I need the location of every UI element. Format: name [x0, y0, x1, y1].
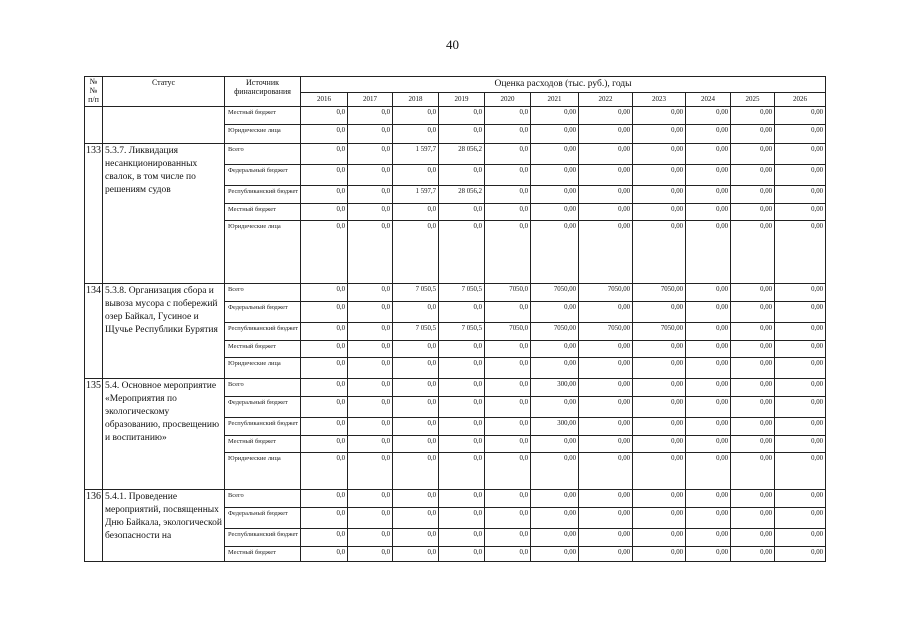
header-year: 2018	[393, 93, 439, 107]
funding-source: Федеральный бюджет	[225, 302, 301, 323]
value-cell: 0,00	[686, 221, 731, 284]
value-cell: 0,0	[301, 144, 348, 165]
value-cell: 0,00	[775, 302, 826, 323]
value-cell: 0,00	[531, 341, 579, 358]
value-cell: 0,00	[731, 165, 775, 186]
funding-source: Республиканский бюджет	[225, 529, 301, 547]
value-cell: 0,00	[686, 358, 731, 379]
value-cell: 0,0	[393, 453, 439, 490]
value-cell: 0,0	[439, 302, 485, 323]
value-cell: 0,00	[531, 107, 579, 125]
value-cell: 0,00	[731, 358, 775, 379]
value-cell: 0,00	[579, 165, 633, 186]
value-cell: 0,0	[485, 453, 531, 490]
value-cell: 0,0	[485, 204, 531, 221]
value-cell: 0,0	[348, 418, 393, 436]
funding-source: Местный бюджет	[225, 436, 301, 453]
value-cell: 0,0	[439, 358, 485, 379]
value-cell: 0,00	[579, 221, 633, 284]
value-cell: 0,0	[301, 529, 348, 547]
value-cell: 0,00	[579, 453, 633, 490]
value-cell: 0,00	[633, 436, 686, 453]
value-cell: 0,0	[348, 323, 393, 341]
funding-source: Местный бюджет	[225, 547, 301, 562]
value-cell: 0,0	[301, 186, 348, 204]
value-cell: 0,0	[301, 221, 348, 284]
value-cell: 0,0	[301, 436, 348, 453]
value-cell: 0,00	[531, 221, 579, 284]
header-year: 2022	[579, 93, 633, 107]
value-cell: 0,0	[485, 436, 531, 453]
header-year: 2017	[348, 93, 393, 107]
value-cell: 0,0	[348, 529, 393, 547]
value-cell: 0,00	[686, 529, 731, 547]
value-cell: 0,00	[775, 379, 826, 397]
value-cell: 7050,0	[485, 323, 531, 341]
page-number: 40	[446, 37, 459, 52]
value-cell: 0,0	[439, 547, 485, 562]
value-cell: 0,0	[439, 204, 485, 221]
value-cell: 0,00	[633, 221, 686, 284]
value-cell: 0,0	[348, 204, 393, 221]
value-cell: 0,0	[393, 397, 439, 418]
value-cell: 0,00	[633, 107, 686, 125]
value-cell: 0,0	[485, 186, 531, 204]
value-cell: 0,00	[686, 418, 731, 436]
value-cell: 0,00	[731, 453, 775, 490]
value-cell: 0,0	[485, 125, 531, 144]
header-year: 2019	[439, 93, 485, 107]
row-number: 135	[85, 379, 103, 490]
table-row	[85, 284, 826, 302]
header-source: Источник финансирования	[225, 77, 301, 107]
value-cell: 0,00	[686, 453, 731, 490]
value-cell: 0,00	[731, 107, 775, 125]
value-cell: 0,0	[348, 144, 393, 165]
value-cell: 0,0	[439, 341, 485, 358]
value-cell: 7 050,5	[439, 284, 485, 302]
value-cell: 0,0	[439, 165, 485, 186]
row-status: 5.4. Основное мероприятие «Мероприятия по экологическому образованию, просвещению и воспитанию»	[103, 379, 225, 490]
value-cell: 0,00	[775, 547, 826, 562]
expenditure-table	[84, 76, 826, 562]
funding-source: Республиканский бюджет	[225, 418, 301, 436]
value-cell: 0,00	[531, 125, 579, 144]
value-cell: 0,0	[301, 125, 348, 144]
funding-source: Федеральный бюджет	[225, 508, 301, 529]
value-cell: 0,0	[348, 302, 393, 323]
value-cell: 0,0	[485, 490, 531, 508]
value-cell: 0,0	[393, 165, 439, 186]
value-cell: 0,00	[731, 284, 775, 302]
value-cell: 0,00	[731, 302, 775, 323]
value-cell: 0,00	[686, 302, 731, 323]
row-status: 5.3.7. Ликвидация несанкционированных свалок, в том числе по решениям судов	[103, 144, 225, 284]
value-cell: 0,00	[731, 529, 775, 547]
value-cell: 7050,00	[531, 323, 579, 341]
value-cell: 0,00	[579, 418, 633, 436]
value-cell: 0,0	[485, 418, 531, 436]
funding-source: Юридические лица	[225, 453, 301, 490]
value-cell: 0,0	[348, 508, 393, 529]
value-cell: 0,00	[633, 397, 686, 418]
value-cell: 0,00	[686, 490, 731, 508]
table-row	[85, 144, 826, 165]
value-cell: 300,00	[531, 379, 579, 397]
value-cell: 0,0	[485, 358, 531, 379]
value-cell: 0,0	[485, 547, 531, 562]
value-cell: 0,00	[531, 453, 579, 490]
value-cell: 0,0	[348, 379, 393, 397]
value-cell: 0,00	[633, 125, 686, 144]
value-cell: 0,00	[579, 358, 633, 379]
value-cell: 0,0	[348, 186, 393, 204]
value-cell: 0,00	[731, 436, 775, 453]
value-cell: 0,0	[348, 436, 393, 453]
value-cell: 0,0	[393, 302, 439, 323]
value-cell: 0,00	[531, 529, 579, 547]
value-cell: 0,0	[393, 221, 439, 284]
value-cell: 7050,00	[633, 284, 686, 302]
value-cell: 0,00	[731, 379, 775, 397]
value-cell: 0,00	[731, 186, 775, 204]
value-cell: 0,00	[731, 341, 775, 358]
value-cell: 0,0	[485, 341, 531, 358]
value-cell: 0,00	[775, 453, 826, 490]
funding-source: Всего	[225, 379, 301, 397]
value-cell: 0,00	[686, 547, 731, 562]
value-cell: 0,00	[531, 302, 579, 323]
value-cell: 0,0	[301, 341, 348, 358]
value-cell: 0,0	[393, 107, 439, 125]
value-cell: 28 056,2	[439, 186, 485, 204]
value-cell: 0,00	[531, 490, 579, 508]
value-cell: 0,00	[633, 529, 686, 547]
value-cell: 0,00	[775, 490, 826, 508]
value-cell: 0,00	[579, 341, 633, 358]
value-cell: 0,00	[633, 165, 686, 186]
header-year: 2023	[633, 93, 686, 107]
value-cell: 28 056,2	[439, 144, 485, 165]
value-cell: 0,0	[393, 358, 439, 379]
value-cell: 7050,00	[531, 284, 579, 302]
value-cell: 0,00	[579, 144, 633, 165]
value-cell: 0,00	[731, 547, 775, 562]
value-cell: 0,00	[579, 186, 633, 204]
value-cell: 0,00	[579, 125, 633, 144]
value-cell: 0,0	[348, 107, 393, 125]
value-cell: 0,00	[633, 186, 686, 204]
row-number: 136	[85, 490, 103, 562]
value-cell: 0,00	[579, 204, 633, 221]
value-cell: 0,0	[439, 221, 485, 284]
funding-source: Местный бюджет	[225, 204, 301, 221]
value-cell: 0,0	[348, 453, 393, 490]
value-cell: 0,00	[686, 341, 731, 358]
funding-source: Местный бюджет	[225, 107, 301, 125]
value-cell: 0,0	[485, 107, 531, 125]
value-cell: 0,0	[439, 508, 485, 529]
value-cell: 0,00	[579, 379, 633, 397]
value-cell: 0,00	[731, 397, 775, 418]
funding-source: Юридические лица	[225, 125, 301, 144]
value-cell: 0,00	[731, 508, 775, 529]
value-cell: 0,0	[301, 107, 348, 125]
value-cell: 1 597,7	[393, 144, 439, 165]
value-cell: 0,00	[775, 508, 826, 529]
value-cell: 0,00	[731, 323, 775, 341]
value-cell: 0,00	[731, 490, 775, 508]
value-cell: 0,0	[301, 284, 348, 302]
value-cell: 0,00	[775, 284, 826, 302]
value-cell: 0,00	[531, 547, 579, 562]
funding-source: Всего	[225, 490, 301, 508]
header-year: 2025	[731, 93, 775, 107]
header-year: 2020	[485, 93, 531, 107]
value-cell: 0,0	[301, 508, 348, 529]
value-cell: 0,0	[439, 397, 485, 418]
value-cell: 0,00	[531, 397, 579, 418]
value-cell: 0,0	[348, 125, 393, 144]
value-cell: 0,00	[775, 323, 826, 341]
value-cell: 300,00	[531, 418, 579, 436]
value-cell: 0,0	[301, 323, 348, 341]
value-cell: 0,0	[439, 453, 485, 490]
funding-source: Юридические лица	[225, 221, 301, 284]
value-cell: 0,0	[348, 547, 393, 562]
header-no: № № п/п	[85, 77, 103, 107]
value-cell: 0,00	[686, 436, 731, 453]
value-cell: 7 050,5	[393, 284, 439, 302]
value-cell: 0,0	[485, 221, 531, 284]
value-cell: 0,0	[348, 165, 393, 186]
value-cell: 0,0	[393, 204, 439, 221]
value-cell: 0,0	[439, 436, 485, 453]
value-cell: 0,00	[579, 397, 633, 418]
value-cell: 0,0	[348, 397, 393, 418]
value-cell: 0,00	[686, 397, 731, 418]
value-cell: 0,00	[775, 397, 826, 418]
value-cell: 0,0	[393, 379, 439, 397]
value-cell: 0,00	[579, 547, 633, 562]
value-cell: 0,0	[485, 144, 531, 165]
value-cell: 0,0	[439, 418, 485, 436]
value-cell: 0,0	[439, 379, 485, 397]
value-cell: 7050,00	[579, 323, 633, 341]
value-cell: 0,0	[301, 490, 348, 508]
value-cell: 0,00	[579, 529, 633, 547]
value-cell: 0,00	[775, 107, 826, 125]
value-cell: 0,00	[633, 341, 686, 358]
value-cell: 0,00	[633, 508, 686, 529]
value-cell: 0,00	[531, 204, 579, 221]
value-cell: 0,00	[686, 204, 731, 221]
table-row	[85, 107, 826, 125]
value-cell: 0,00	[686, 165, 731, 186]
funding-source: Местный бюджет	[225, 341, 301, 358]
value-cell: 0,00	[579, 107, 633, 125]
value-cell: 0,00	[775, 418, 826, 436]
value-cell: 0,0	[301, 397, 348, 418]
value-cell: 0,00	[775, 436, 826, 453]
value-cell: 0,0	[301, 204, 348, 221]
value-cell: 1 597,7	[393, 186, 439, 204]
value-cell: 0,00	[633, 302, 686, 323]
value-cell: 0,0	[393, 529, 439, 547]
value-cell: 0,0	[393, 436, 439, 453]
value-cell: 0,00	[775, 529, 826, 547]
value-cell: 0,0	[393, 341, 439, 358]
value-cell: 0,00	[633, 358, 686, 379]
value-cell: 0,00	[686, 125, 731, 144]
value-cell: 0,00	[731, 418, 775, 436]
value-cell: 0,0	[439, 529, 485, 547]
header-status: Статус	[103, 77, 225, 107]
value-cell: 0,00	[686, 379, 731, 397]
value-cell: 0,00	[775, 165, 826, 186]
funding-source: Всего	[225, 284, 301, 302]
value-cell: 0,0	[348, 221, 393, 284]
value-cell: 0,0	[393, 508, 439, 529]
value-cell: 0,00	[633, 547, 686, 562]
value-cell: 0,00	[731, 221, 775, 284]
row-number: 133	[85, 144, 103, 284]
value-cell: 0,0	[301, 418, 348, 436]
value-cell: 0,00	[579, 302, 633, 323]
value-cell: 0,0	[439, 125, 485, 144]
value-cell: 0,00	[775, 358, 826, 379]
value-cell: 0,00	[633, 453, 686, 490]
value-cell: 0,0	[301, 358, 348, 379]
value-cell: 0,00	[731, 125, 775, 144]
value-cell: 0,0	[485, 302, 531, 323]
value-cell: 0,00	[633, 379, 686, 397]
value-cell: 0,00	[775, 186, 826, 204]
value-cell: 0,00	[633, 144, 686, 165]
value-cell: 0,0	[393, 125, 439, 144]
value-cell: 0,00	[686, 107, 731, 125]
value-cell: 7050,00	[579, 284, 633, 302]
value-cell: 0,0	[348, 490, 393, 508]
value-cell: 0,00	[686, 508, 731, 529]
value-cell: 0,00	[579, 508, 633, 529]
value-cell: 0,0	[485, 397, 531, 418]
funding-source: Республиканский бюджет	[225, 323, 301, 341]
value-cell: 0,0	[348, 358, 393, 379]
value-cell: 7 050,5	[439, 323, 485, 341]
value-cell: 0,0	[485, 529, 531, 547]
row-number: 134	[85, 284, 103, 379]
value-cell: 0,00	[633, 490, 686, 508]
value-cell: 0,00	[731, 144, 775, 165]
value-cell: 0,00	[686, 186, 731, 204]
value-cell: 0,00	[531, 358, 579, 379]
value-cell: 0,0	[439, 490, 485, 508]
value-cell: 0,0	[301, 379, 348, 397]
header-estimate: Оценка расходов (тыс. руб.), годы	[301, 77, 826, 93]
table-row	[85, 379, 826, 397]
header-year: 2021	[531, 93, 579, 107]
value-cell: 0,00	[775, 144, 826, 165]
header-year: 2026	[775, 93, 826, 107]
value-cell: 0,00	[531, 144, 579, 165]
row-status	[103, 107, 225, 144]
value-cell: 7050,0	[485, 284, 531, 302]
value-cell: 0,0	[301, 302, 348, 323]
value-cell: 0,0	[348, 341, 393, 358]
value-cell: 0,00	[633, 418, 686, 436]
row-status: 5.3.8. Организация сбора и вывоза мусора с побережий озер Байкал, Гусиное и Щучье Республики Бурятия	[103, 284, 225, 379]
table-row	[85, 490, 826, 508]
row-number	[85, 107, 103, 144]
funding-source: Федеральный бюджет	[225, 397, 301, 418]
value-cell: 0,0	[301, 453, 348, 490]
value-cell: 0,0	[301, 547, 348, 562]
value-cell: 0,00	[686, 284, 731, 302]
row-status: 5.4.1. Проведение мероприятий, посвященных Дню Байкала, экологической безопасности на	[103, 490, 225, 562]
value-cell: 0,00	[633, 204, 686, 221]
header-year: 2016	[301, 93, 348, 107]
value-cell: 0,00	[531, 508, 579, 529]
value-cell: 0,00	[775, 221, 826, 284]
funding-source: Республиканский бюджет	[225, 186, 301, 204]
value-cell: 0,00	[686, 144, 731, 165]
value-cell: 0,00	[579, 436, 633, 453]
value-cell: 0,0	[348, 284, 393, 302]
value-cell: 0,00	[731, 204, 775, 221]
value-cell: 0,00	[775, 341, 826, 358]
value-cell: 0,0	[439, 107, 485, 125]
value-cell: 0,0	[485, 379, 531, 397]
value-cell: 0,00	[775, 204, 826, 221]
value-cell: 0,00	[531, 186, 579, 204]
value-cell: 7050,00	[633, 323, 686, 341]
value-cell: 0,0	[485, 508, 531, 529]
value-cell: 0,00	[775, 125, 826, 144]
funding-source: Всего	[225, 144, 301, 165]
value-cell: 0,0	[393, 418, 439, 436]
header-year: 2024	[686, 93, 731, 107]
funding-source: Федеральный бюджет	[225, 165, 301, 186]
value-cell: 7 050,5	[393, 323, 439, 341]
value-cell: 0,0	[393, 490, 439, 508]
value-cell: 0,00	[531, 165, 579, 186]
funding-source: Юридические лица	[225, 358, 301, 379]
value-cell: 0,00	[531, 436, 579, 453]
value-cell: 0,00	[579, 490, 633, 508]
value-cell: 0,00	[686, 323, 731, 341]
value-cell: 0,0	[393, 547, 439, 562]
value-cell: 0,0	[485, 165, 531, 186]
value-cell: 0,0	[301, 165, 348, 186]
